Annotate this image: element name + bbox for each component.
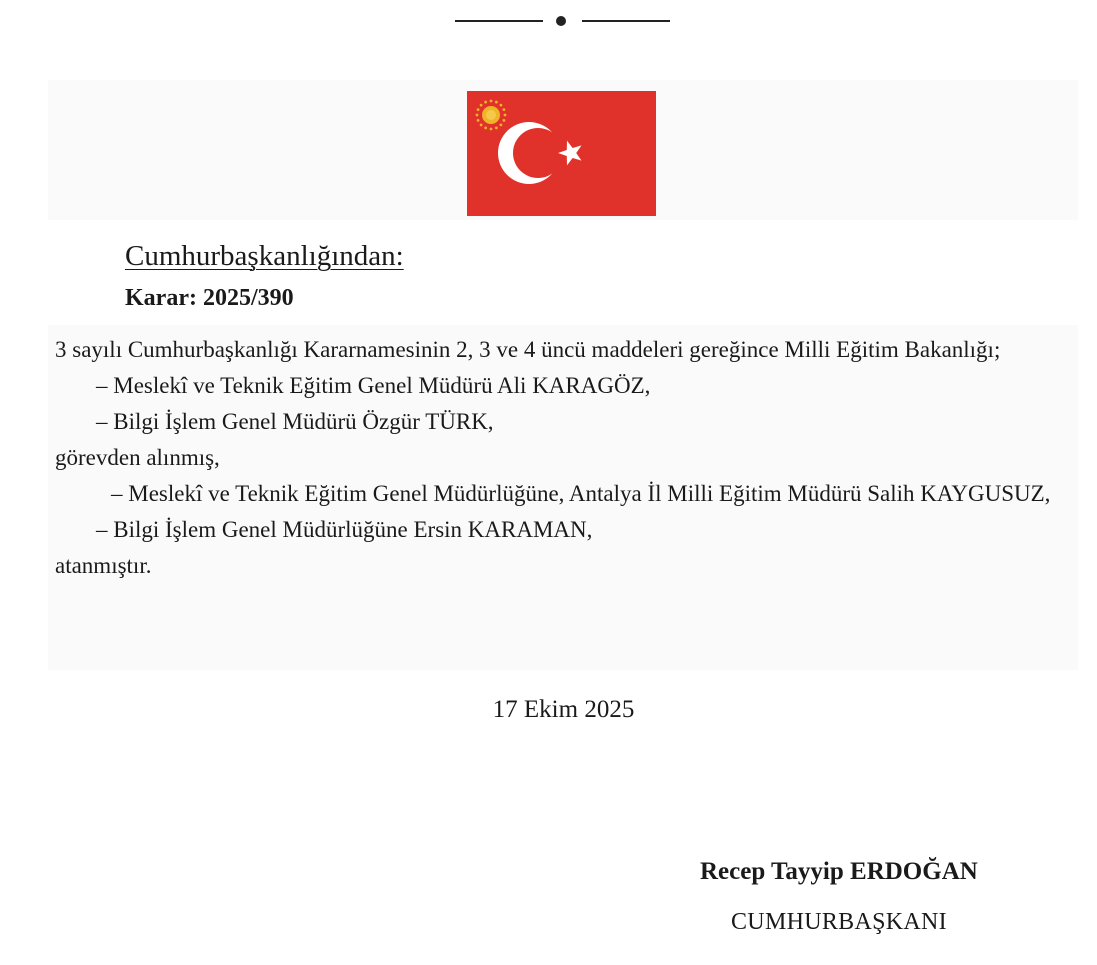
seal-star-icon bbox=[495, 101, 498, 104]
seal-star-icon bbox=[476, 114, 479, 117]
divider-ornament bbox=[455, 6, 670, 28]
seal-star-icon bbox=[504, 114, 507, 117]
signer-name: Recep Tayyip ERDOĞAN bbox=[700, 858, 978, 885]
dismissed-item: – Bilgi İşlem Genel Müdürü Özgür TÜRK, bbox=[55, 404, 1063, 440]
seal-star-icon bbox=[495, 127, 498, 130]
seal-star-icon bbox=[484, 101, 487, 104]
ornament-line-left bbox=[455, 20, 543, 22]
ornament-dot bbox=[556, 16, 566, 26]
presidential-flag-icon bbox=[467, 91, 656, 216]
seal-star-icon bbox=[503, 108, 506, 111]
seal-star-icon bbox=[490, 128, 493, 131]
seal-star-icon bbox=[480, 124, 483, 127]
appointed-item: – Meslekî ve Teknik Eğitim Genel Müdürlüğüne, Antalya İl Milli Eğitim Müdürü Salih KAYGUSUZ, bbox=[55, 476, 1063, 512]
seal-star-icon bbox=[477, 108, 480, 111]
decree-body bbox=[55, 332, 1063, 584]
appointed-closing: atanmıştır. bbox=[55, 553, 152, 578]
ornament-line-right bbox=[582, 20, 670, 22]
seal-star-icon bbox=[503, 119, 506, 122]
intro-paragraph: 3 sayılı Cumhurbaşkanlığı Kararnamesinin 2, 3 ve 4 üncü maddeleri gereğince Milli Eğitim Bakanlığı; bbox=[55, 337, 1001, 362]
dismissed-closing: görevden alınmış, bbox=[55, 445, 220, 470]
decision-number: Karar: 2025/390 bbox=[125, 285, 294, 311]
seal-star-icon bbox=[500, 104, 503, 107]
seal-star-icon bbox=[500, 124, 503, 127]
page-title: Cumhurbaşkanlığından: bbox=[125, 240, 404, 272]
appointed-item: – Bilgi İşlem Genel Müdürlüğüne Ersin KARAMAN, bbox=[55, 512, 1063, 548]
seal-star-icon bbox=[480, 104, 483, 107]
seal-star-icon bbox=[477, 119, 480, 122]
decree-date: 17 Ekim 2025 bbox=[492, 696, 635, 723]
seal-star-icon bbox=[490, 100, 493, 103]
signer-title: CUMHURBAŞKANI bbox=[731, 909, 947, 935]
seal-star-icon bbox=[484, 127, 487, 130]
dismissed-item: – Meslekî ve Teknik Eğitim Genel Müdürü Ali KARAGÖZ, bbox=[55, 368, 1063, 404]
